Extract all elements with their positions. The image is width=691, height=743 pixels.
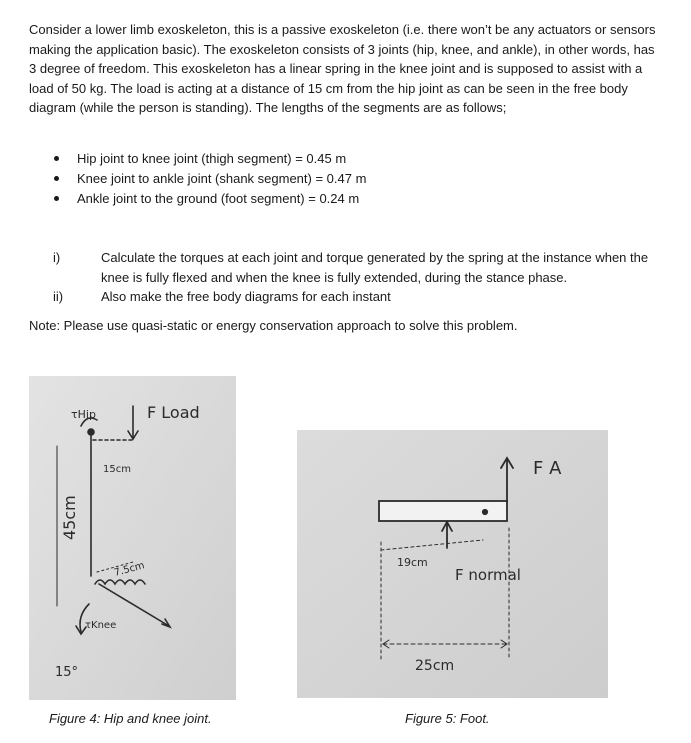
dim-19-label: 19cm [397,556,428,569]
offset-label: 15cm [103,464,131,475]
spring-length-label: 7.5cm [112,560,146,579]
load-label: F Load [147,403,200,422]
segment-list [52,149,652,209]
hip-knee-figure [29,376,236,700]
task-number: ii) [53,289,64,304]
figure4-caption: Figure 4: Hip and knee joint. [49,711,212,726]
figure5-caption: Figure 5: Foot. [405,711,490,726]
fa-label: F A [533,458,562,479]
task-number: i) [53,250,61,265]
normal-label: F normal [455,566,521,584]
ankle-dot [483,510,487,514]
segment-item: Ankle joint to the ground (foot segment) = 0.24 m [52,189,652,209]
thigh-length-label: 45cm [60,495,79,540]
note-text: Note: Please use quasi-static or energy conservation approach to solve this problem. [29,318,518,333]
dim-25-label: 25cm [415,658,455,674]
task-list [29,248,659,307]
hip-joint-dot [88,429,94,435]
task-item [29,248,659,287]
task-text: Calculate the torques at each joint and torque generated by the spring at the instance when the knee is fully flexed and when the knee is fully extended, during the stance phase. [101,250,649,285]
angle-label: 15° [55,665,79,680]
hip-label: τHip [71,408,96,421]
task-text: Also make the free body diagrams for each instant [101,289,391,304]
knee-label: τKnee [85,620,117,631]
intro-paragraph: Consider a lower limb exoskeleton, this is a passive exoskeleton (i.e. there won’t be any actuators or sensors making the application basic). The exoskeleton consists of 3 joints (hip, knee, and ankle), in other words, has 3 degree of freedom. This exoskeleton has a linear spring in the knee joint and is supposed to assist with a load of 50 kg. The load is acting at a distance of 15 cm from the hip joint as can be seen in the free body diagram (while the person is standing). The lengths of the segments are as follows; [29,22,656,115]
segment-item: Hip joint to knee joint (thigh segment) = 0.45 m [52,149,652,169]
segment-item: Knee joint to ankle joint (shank segment) = 0.47 m [52,169,652,189]
task-item [29,287,659,307]
foot-figure [297,430,608,698]
